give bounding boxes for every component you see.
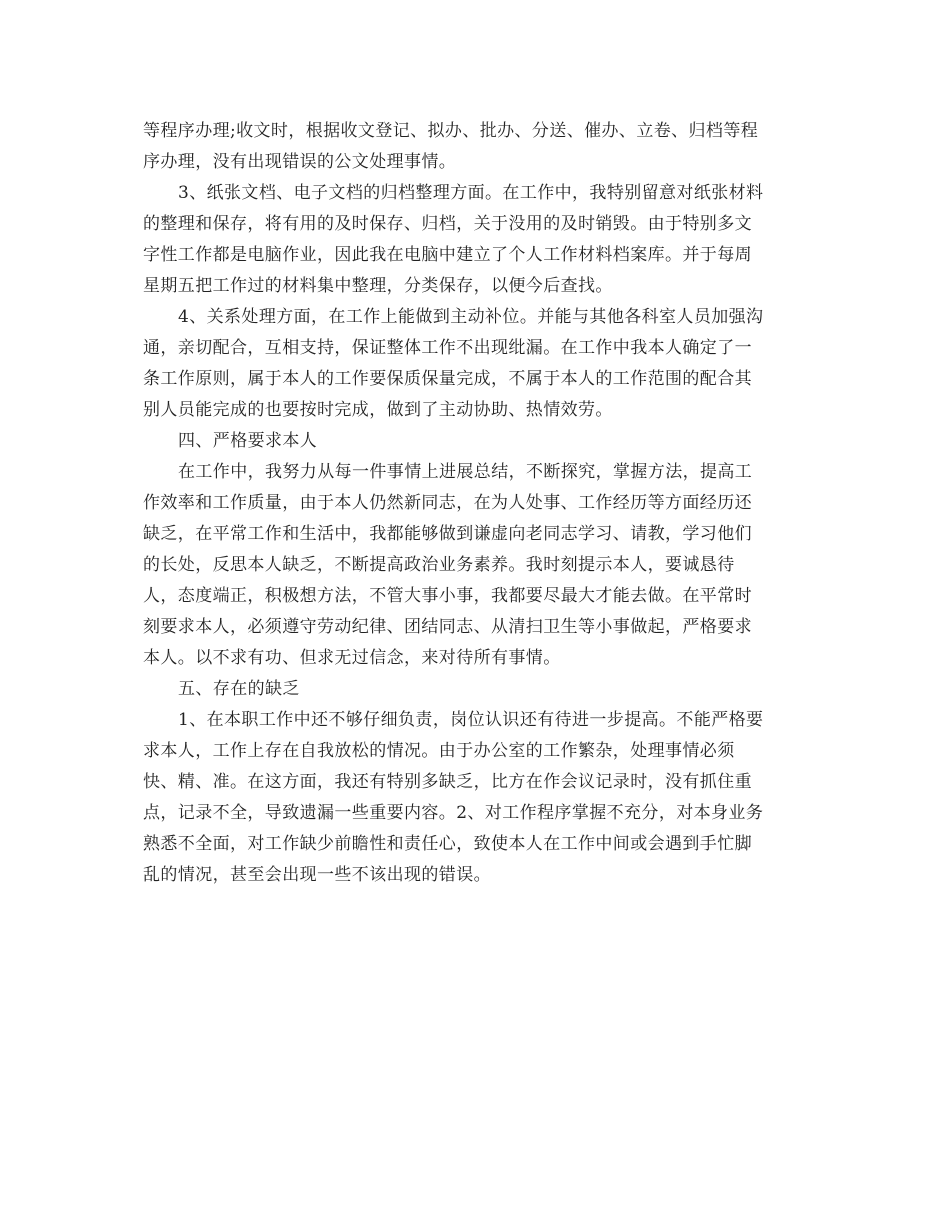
document-body: [143, 116, 810, 891]
text-line: 求本人，工作上存在自我放松的情况。由于办公室的工作繁杂，处理事情必须: [143, 741, 735, 761]
text-line: 通，亲切配合，互相支持，保证整体工作不出现纰漏。在工作中我本人确定了一: [143, 338, 752, 358]
text-line: 的长处，反思本人缺乏，不断提高政治业务素养。我时刻提示本人，要诚恳待: [143, 555, 735, 575]
text-line: 等程序办理;收文时，根据收文登记、拟办、批办、分送、催办、立卷、归档等程: [143, 121, 759, 141]
text-line: 作效率和工作质量，由于本人仍然新同志，在为人处事、工作经历等方面经历还: [143, 493, 752, 513]
text-line: 乱的情况，甚至会出现一些不该出现的错误。: [143, 865, 491, 885]
text-line: 星期五把工作过的材料集中整理，分类保存，以便今后查找。: [143, 276, 613, 296]
text-line: 熟悉不全面，对工作缺少前瞻性和责任心，致使本人在工作中间或会遇到手忙脚: [143, 834, 752, 854]
text-line: 缺乏，在平常工作和生活中，我都能够做到谦虚向老同志学习、请教，学习他们: [143, 524, 752, 544]
paragraph-start-line: 在工作中，我努力从每一件事情上进展总结，不断探究，掌握方法，提高工: [178, 462, 753, 482]
text-line: 的整理和保存，将有用的及时保存、归档，关于没用的及时销毁。由于特别多文: [143, 214, 752, 234]
text-line: 本人。以不求有功、但求无过信念，来对待所有事情。: [143, 648, 561, 668]
text-line: 字性工作都是电脑作业，因此我在电脑中建立了个人工作材料档案库。并于每周: [143, 245, 752, 265]
text-line: 人，态度端正，积极想方法，不管大事小事，我都要尽最大才能去做。在平常时: [143, 586, 752, 606]
paragraph-start-line: 3、纸张文档、电子文档的归档整理方面。在工作中，我特别留意对纸张材料: [178, 183, 764, 203]
paragraph-start-line: 4、关系处理方面，在工作上能做到主动补位。并能与其他各科室人员加强沟: [178, 307, 764, 327]
section-heading: 四、严格要求本人: [178, 431, 318, 451]
text-line: 别人员能完成的也要按时完成，做到了主动协助、热情效劳。: [143, 400, 613, 420]
text-line: 条工作原则，属于本人的工作要保质保量完成，不属于本人的工作范围的配合其: [143, 369, 752, 389]
text-line: 快、精、准。在这方面，我还有特别多缺乏，比方在作会议记录时，没有抓住重: [143, 772, 752, 792]
text-line: 刻要求本人，必须遵守劳动纪律、团结同志、从清扫卫生等小事做起，严格要求: [143, 617, 752, 637]
section-heading: 五、存在的缺乏: [178, 679, 300, 699]
text-line: 点，记录不全，导致遗漏一些重要内容。2、对工作程序掌握不充分，对本身业务: [143, 803, 764, 823]
text-line: 序办理，没有出现错误的公文处理事情。: [143, 152, 457, 172]
paragraph-start-line: 1、在本职工作中还不够仔细负责，岗位认识还有待进一步提高。不能严格要: [178, 710, 764, 730]
